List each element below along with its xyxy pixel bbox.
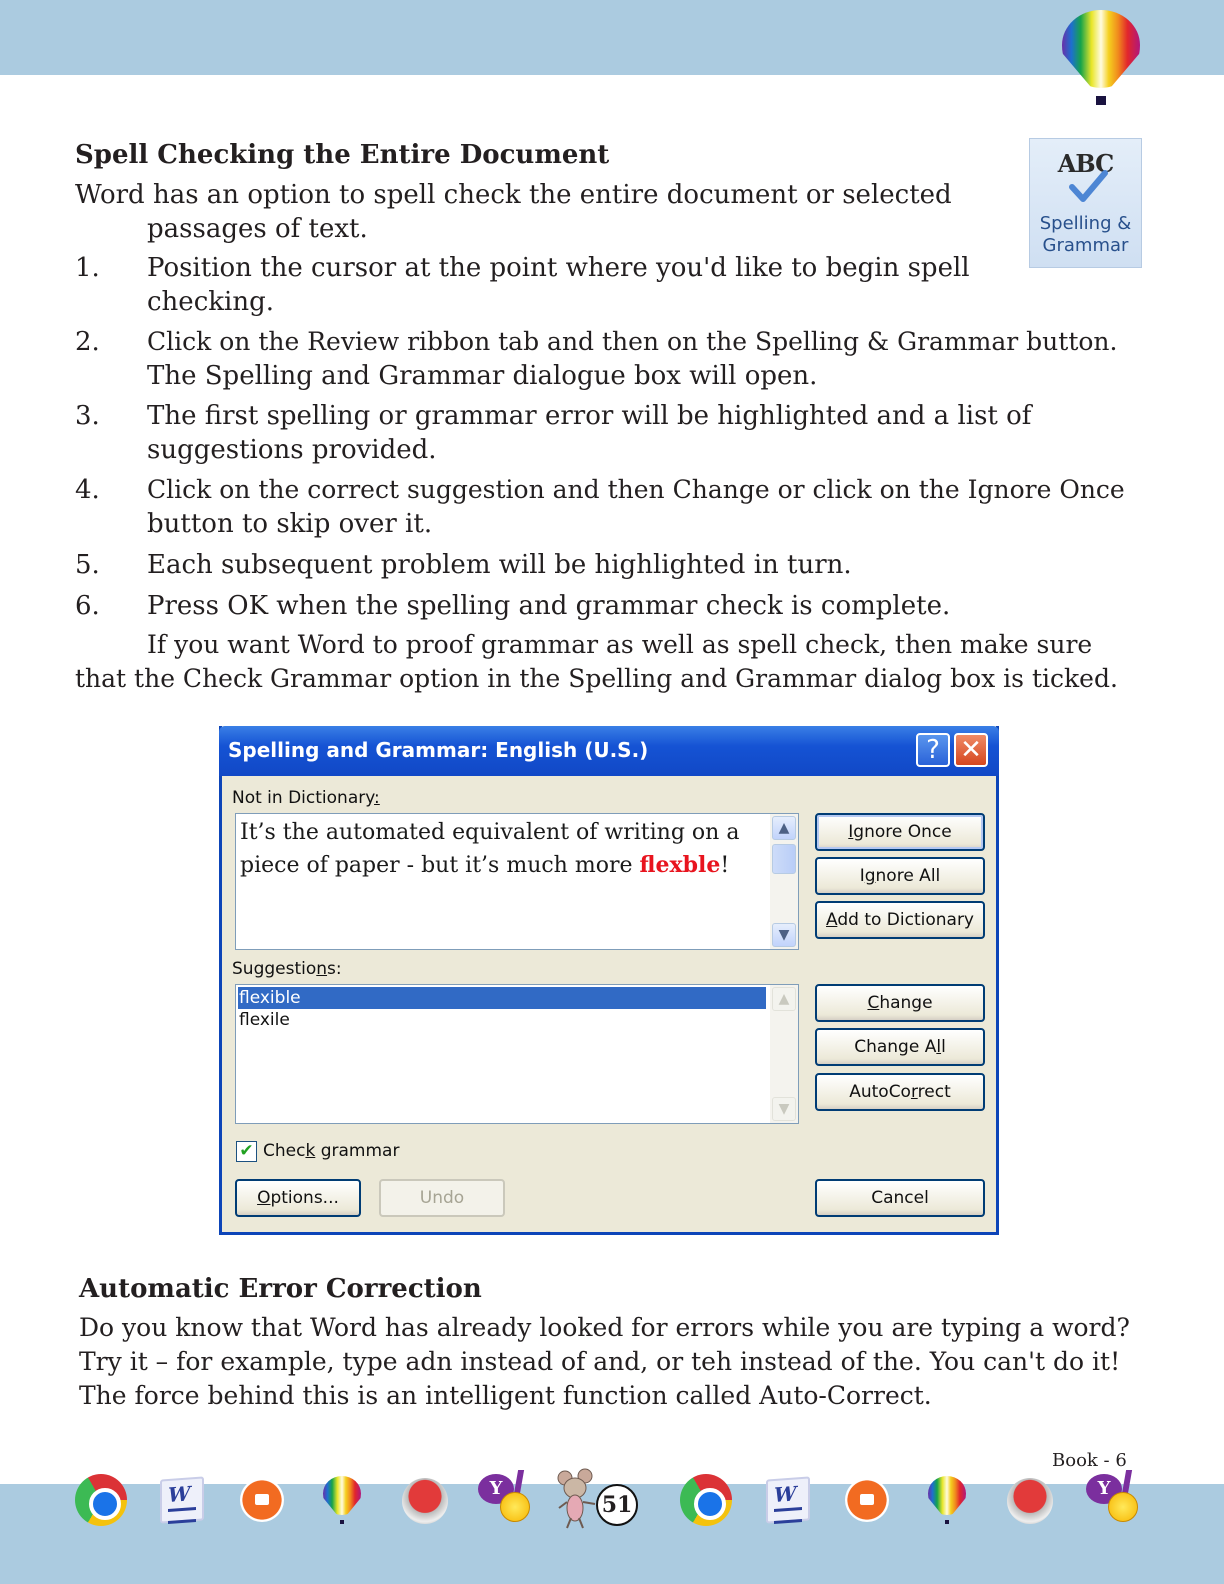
help-button[interactable]: ? xyxy=(916,733,950,767)
change-button[interactable]: Change xyxy=(815,984,985,1022)
scroll-up-arrow-icon[interactable]: ▲ xyxy=(772,987,796,1011)
fire-icon xyxy=(1007,1478,1053,1524)
note-line-2: that the Check Grammar option in the Spelling and Grammar dialog box is ticked. xyxy=(75,664,1118,693)
spelling-grammar-dialog xyxy=(219,726,999,1235)
yahoo-messenger-icon: Y xyxy=(1086,1470,1142,1526)
suggestion-item[interactable]: flexile xyxy=(239,1010,290,1030)
chrome-icon xyxy=(680,1474,732,1526)
ignore-once-button[interactable]: Ignore Once xyxy=(815,813,985,851)
toolbox-icon xyxy=(240,1478,284,1522)
sentence-line-1: It’s the automated equivalent of writing on a xyxy=(240,820,740,845)
spelling-grammar-ribbon-button[interactable] xyxy=(1029,138,1142,268)
not-in-dictionary-label: Not in Dictionary: xyxy=(232,788,380,808)
scroll-thumb[interactable] xyxy=(772,844,796,874)
cancel-button[interactable]: Cancel xyxy=(815,1179,985,1217)
chrome-icon xyxy=(75,1474,127,1526)
check-grammar-checkbox[interactable]: ✔ xyxy=(236,1141,257,1162)
balloon-icon xyxy=(928,1476,966,1524)
section-heading-spell-check: Spell Checking the Entire Document xyxy=(75,140,610,170)
mouse-mascot-icon xyxy=(555,1468,599,1532)
undo-button[interactable]: Undo xyxy=(379,1179,505,1217)
sentence-line-2: piece of paper - but it’s much more flexble! xyxy=(240,852,730,878)
intro-line-2: passages of text. xyxy=(147,214,368,244)
auto-correct-line-3: The force behind this is an intelligent function called Auto-Correct. xyxy=(79,1381,932,1410)
textbox-scrollbar[interactable] xyxy=(770,814,798,949)
auto-correct-line-1: Do you know that Word has already looked for errors while you are typing a word? xyxy=(79,1313,1130,1342)
change-all-button[interactable]: Change All xyxy=(815,1028,985,1066)
ribbon-label-line2: Grammar xyxy=(1042,235,1129,256)
page-number: 51 xyxy=(596,1484,638,1526)
scroll-up-arrow-icon[interactable]: ▲ xyxy=(772,816,796,840)
checkmark-icon xyxy=(1068,169,1108,205)
scroll-down-arrow-icon[interactable]: ▼ xyxy=(772,923,796,947)
misspelled-word: flexble xyxy=(639,852,721,878)
yahoo-messenger-icon: Y xyxy=(478,1470,534,1526)
dialog-titlebar[interactable] xyxy=(219,726,999,776)
intro-line-1: Word has an option to spell check the entire document or selected xyxy=(75,180,952,210)
top-band xyxy=(0,0,1224,75)
abc-text: ABC xyxy=(1057,149,1114,178)
close-button[interactable]: ✕ xyxy=(954,733,988,767)
fire-icon xyxy=(402,1478,448,1524)
options-button[interactable]: Options... xyxy=(235,1179,361,1217)
toolbox-icon xyxy=(845,1478,889,1522)
not-in-dictionary-textbox[interactable] xyxy=(235,813,799,950)
hot-air-balloon-icon xyxy=(1062,10,1140,105)
suggestion-item-selected[interactable]: flexible xyxy=(238,987,766,1009)
book-label: Book - 6 xyxy=(1052,1450,1127,1471)
autocorrect-button[interactable]: AutoCorrect xyxy=(815,1073,985,1111)
ribbon-label-line1: Spelling & xyxy=(1039,213,1132,234)
scroll-down-arrow-icon[interactable]: ▼ xyxy=(772,1097,796,1121)
suggestions-label: Suggestions: xyxy=(232,959,342,979)
balloon-icon xyxy=(323,1476,361,1524)
word-icon: W xyxy=(766,1476,810,1523)
word-icon: W xyxy=(160,1476,204,1523)
suggestions-scrollbar[interactable] xyxy=(770,985,798,1123)
section-heading-auto-correction: Automatic Error Correction xyxy=(79,1274,482,1304)
dialog-title: Spelling and Grammar: English (U.S.) xyxy=(228,738,649,762)
ignore-all-button[interactable]: Ignore All xyxy=(815,857,985,895)
check-grammar-label[interactable]: Check grammar xyxy=(263,1141,400,1161)
suggestions-list[interactable] xyxy=(235,984,799,1124)
auto-correct-line-2: Try it – for example, type adn instead of and, or teh instead of the. You can't do it! xyxy=(79,1347,1121,1376)
add-to-dictionary-button[interactable]: Add to Dictionary xyxy=(815,901,985,939)
note-line-1: If you want Word to proof grammar as well as spell check, then make sure xyxy=(147,630,1093,659)
